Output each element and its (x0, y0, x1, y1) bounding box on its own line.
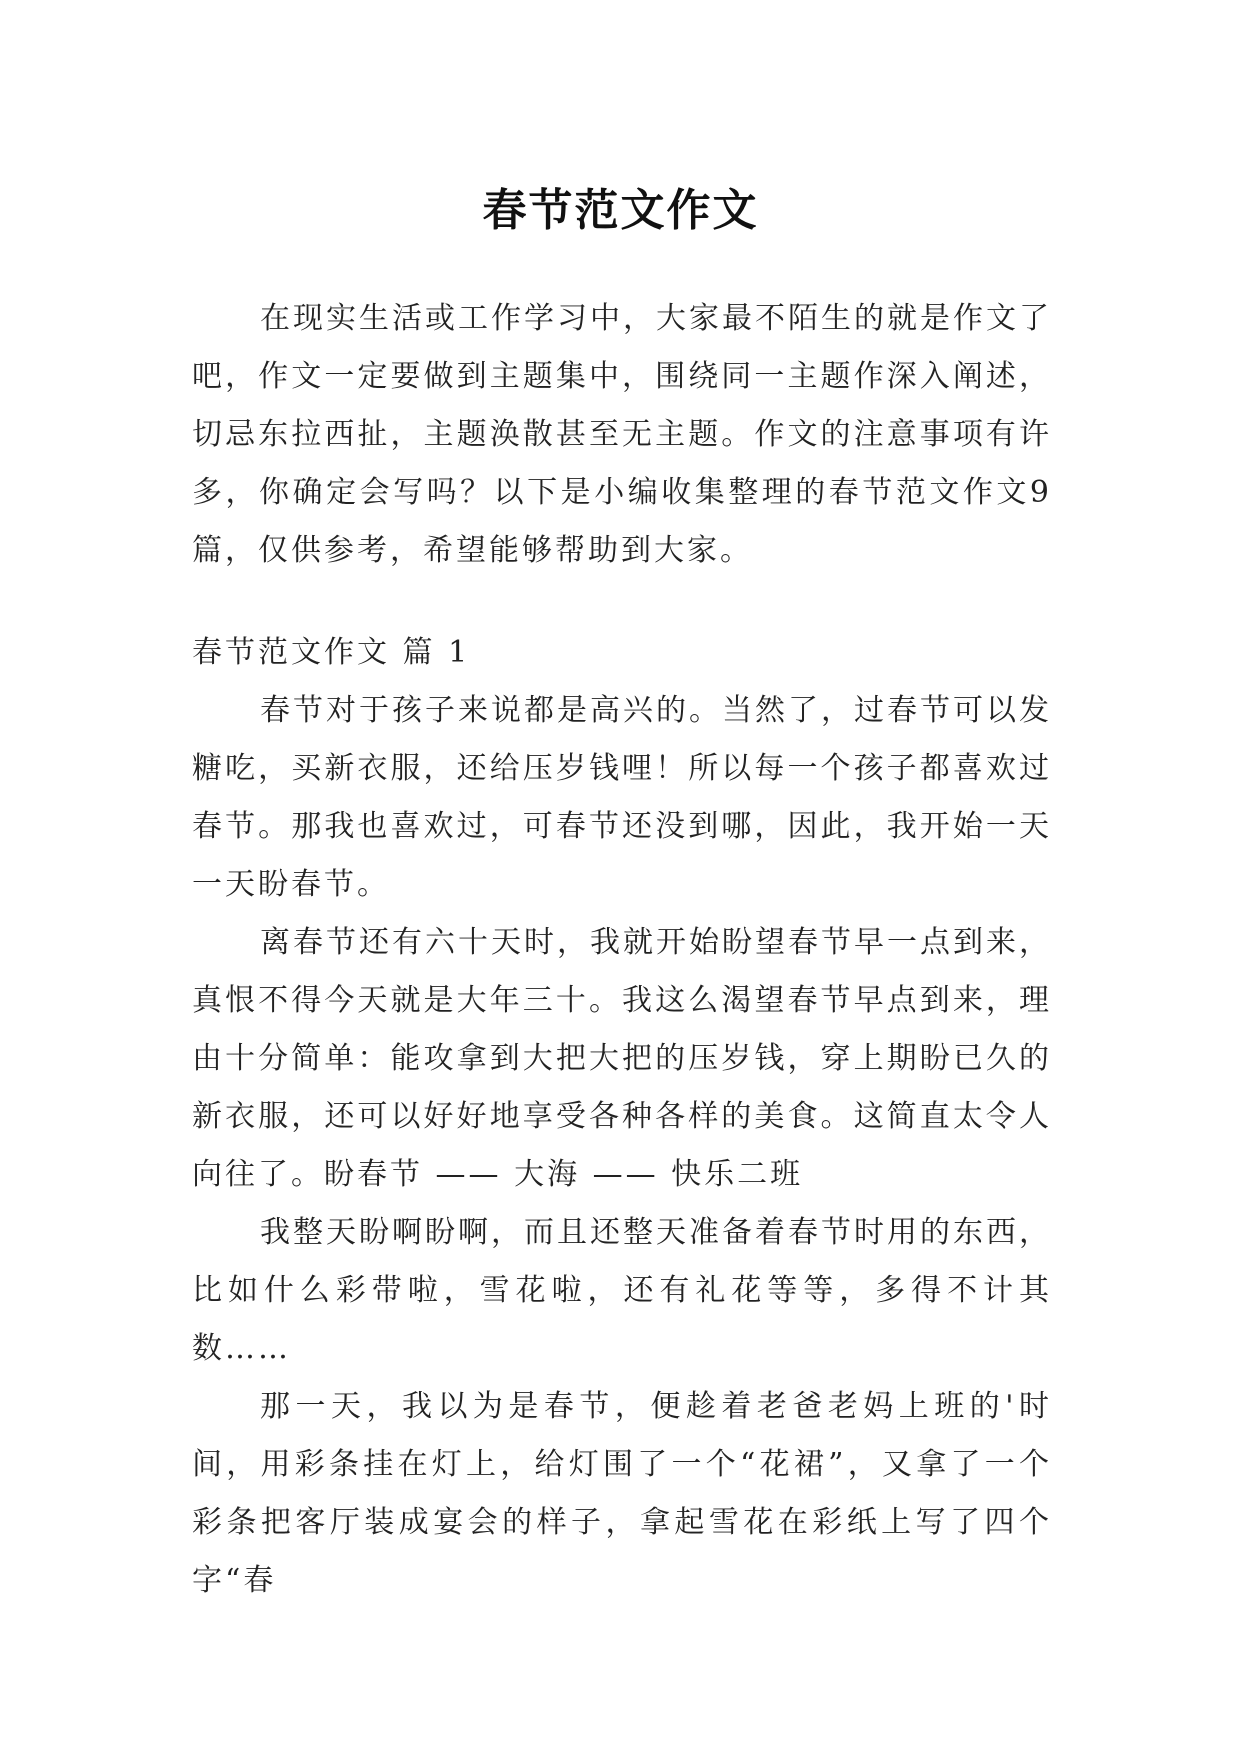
document-title: 春节范文作文 (482, 185, 759, 237)
intro-paragraph: 在现实生活或工作学习中，大家最不陌生的就是作文了吧，作文一定要做到主题集中，围绕同一主题作深入阐述，切忌东拉西扯，主题涣散甚至无主题。作文的注意事项有许多，你确定会写吗？以下是小编收集整理的春节范文作文9篇，仅供参考，希望能够帮助到大家。 (192, 301, 1052, 568)
body-paragraph: 离春节还有六十天时，我就开始盼望春节早一点到来，真恨不得今天就是大年三十。我这么渴望春节早点到来，理由十分简单：能攻拿到大把大把的压岁钱，穿上期盼已久的新衣服，还可以好好地享受各种各样的美食。这简直太令人向往了。盼春节 —— 大海 —— 快乐二班 (192, 925, 1052, 1192)
document-body (192, 290, 1052, 1610)
section-heading: 春节范文作文 篇 1 (192, 635, 471, 670)
body-paragraph: 那一天，我以为是春节，便趁着老爸老妈上班的'时间，用彩条挂在灯上，给灯围了一个“花裙”，又拿了一个彩条把客厅装成宴会的样子，拿起雪花在彩纸上写了四个字“春 (192, 1389, 1052, 1598)
body-paragraph: 春节对于孩子来说都是高兴的。当然了，过春节可以发糖吃，买新衣服，还给压岁钱哩！所以每一个孩子都喜欢过春节。那我也喜欢过，可春节还没到哪，因此，我开始一天一天盼春节。 (192, 693, 1052, 902)
body-paragraph: 我整天盼啊盼啊，而且还整天准备着春节时用的东西，比如什么彩带啦，雪花啦，还有礼花等等，多得不计其数…… (192, 1215, 1052, 1366)
